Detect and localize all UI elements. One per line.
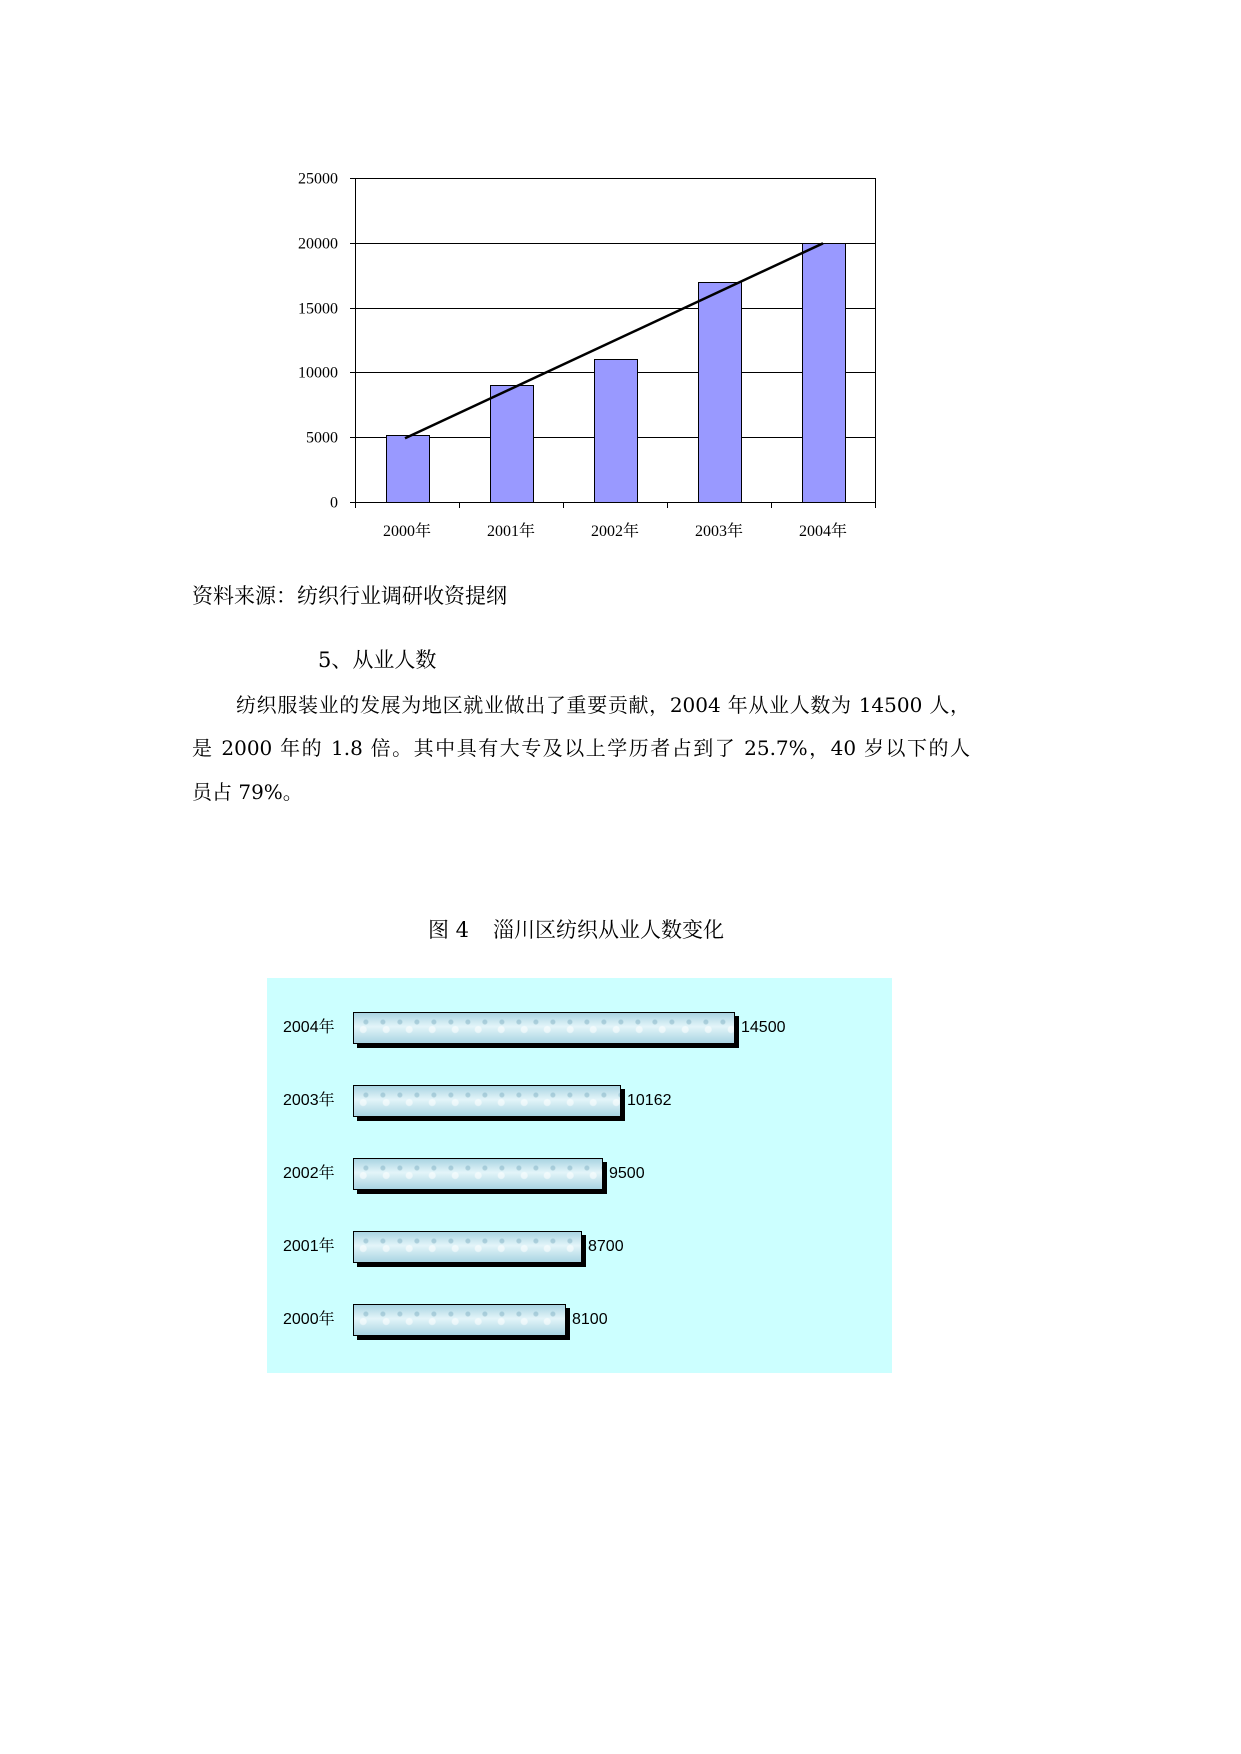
category-label: 2002年: [283, 1165, 335, 1182]
paragraph-line-2: 是 2000 年的 1.8 倍。其中具有大专及以上学历者占到了 25.7%，40 岁以下的人: [192, 736, 970, 760]
bar-2000年: [353, 1304, 566, 1336]
data-label: 10162: [627, 1092, 672, 1109]
paragraph-line-1: 纺织服装业的发展为地区就业做出了重要贡献，2004 年从业人数为 14500 人，: [236, 693, 970, 717]
bar-2003年: [699, 283, 742, 503]
y-tick-label: 5000: [306, 429, 338, 447]
bar-2002年: [353, 1158, 603, 1190]
bar-2002年: [595, 360, 638, 503]
paragraph-line-3: 员占 79%。: [192, 780, 303, 804]
y-tick-label: 25000: [298, 170, 338, 188]
y-tick-label: 0: [330, 494, 338, 512]
category-label: 2001年: [283, 1238, 335, 1255]
bar-2000年: [387, 436, 430, 503]
output-bar-chart: [270, 160, 900, 550]
x-tick-label: 2002年: [590, 523, 640, 540]
data-label: 8100: [572, 1311, 608, 1328]
x-tick-label: 2000年: [382, 523, 432, 540]
category-label: 2004年: [283, 1019, 335, 1036]
bar-2001年: [491, 386, 534, 503]
bar-2004年: [353, 1012, 735, 1044]
y-tick-label: 15000: [298, 300, 338, 318]
x-tick-label: 2003年: [694, 523, 744, 540]
bar-2004年: [803, 244, 846, 503]
x-tick-label: 2004年: [798, 523, 848, 540]
figure-number: 图 4: [428, 918, 470, 942]
y-tick-label: 10000: [298, 364, 338, 382]
y-tick-label: 20000: [298, 235, 338, 253]
category-label: 2003年: [283, 1092, 335, 1109]
figure-title: 淄川区纺织从业人数变化: [493, 918, 724, 942]
data-label: 9500: [609, 1165, 645, 1182]
employment-bar-chart: [267, 978, 892, 1373]
source-note: 资料来源：纺织行业调研收资提纲: [192, 584, 507, 608]
data-label: 14500: [741, 1019, 786, 1036]
section-heading: 5、从业人数: [318, 648, 437, 672]
category-label: 2000年: [283, 1311, 335, 1328]
data-label: 8700: [588, 1238, 624, 1255]
bar-2003年: [353, 1085, 621, 1117]
x-tick-label: 2001年: [486, 523, 536, 540]
bar-2001年: [353, 1231, 582, 1263]
